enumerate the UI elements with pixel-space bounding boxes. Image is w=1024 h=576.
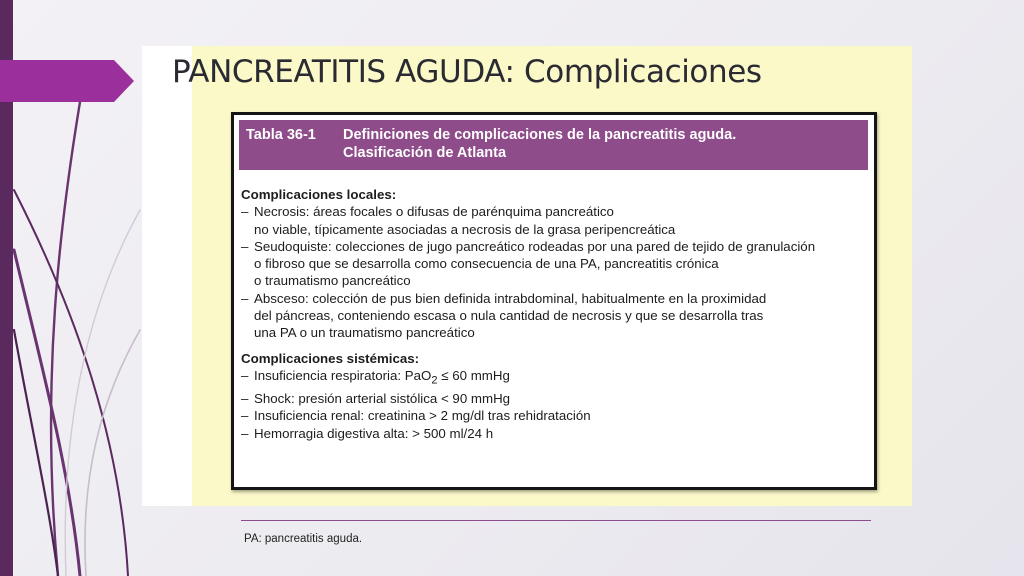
table-header — [239, 120, 868, 170]
list-item-renal — [241, 407, 871, 424]
pao2-subscript: 2 — [431, 374, 438, 387]
item-text-line — [254, 367, 510, 390]
item-text-line: del páncreas, conteniendo escasa o nula cantidad de necrosis y que se desarrolla tras — [254, 308, 764, 324]
list-item-necrosis — [241, 203, 871, 238]
image-left-margin — [142, 46, 192, 506]
table-caption — [343, 126, 863, 162]
item-text-line: Necrosis: áreas focales o difusas de parénquima pancreático — [254, 204, 614, 220]
local-complications-heading: Complicaciones locales: — [241, 187, 397, 202]
item-text-line: o traumatismo pancreático — [254, 273, 411, 289]
pao2-threshold: ≤ 60 mmHg — [437, 367, 510, 383]
item-text-line: no viable, típicamente asociadas a necrosis de la grasa peripencreática — [254, 221, 676, 237]
bullet-dash: – — [241, 390, 249, 406]
list-item-respiratory — [241, 367, 871, 390]
item-text-line: Shock: presión arterial sistólica < 90 mmHg — [254, 390, 511, 406]
systemic-complications-heading: Complicaciones sistémicas: — [241, 350, 420, 366]
list-item-shock — [241, 390, 871, 407]
table-caption-line: Definiciones de complicaciones de la pancreatitis aguda. — [343, 127, 737, 143]
table-caption-line: Clasificación de Atlanta — [343, 145, 507, 161]
list-item-absceso — [241, 290, 871, 342]
bullet-dash: – — [241, 408, 249, 424]
bullet-dash: – — [241, 425, 249, 441]
table-footnote: PA: pancreatitis aguda. — [244, 533, 363, 545]
item-text-line: o fibroso que se desarrolla como consecuencia de una PA, pancreatitis crónica — [254, 256, 719, 272]
bullet-dash: – — [241, 367, 249, 383]
item-text-line: Seudoquiste: colecciones de jugo pancreático rodeadas por una pared de tejido de granulación — [254, 238, 816, 254]
item-text-line: una PA o un traumatismo pancreático — [254, 325, 475, 341]
definitions-table — [231, 112, 877, 545]
pao2-label: Insuficiencia respiratoria: PaO — [254, 367, 432, 383]
bullet-dash: – — [241, 238, 249, 254]
list-item-hemorrhage — [241, 425, 871, 442]
item-text-line: Insuficiencia renal: creatinina > 2 mg/dl tras rehidratación — [254, 408, 591, 424]
bullet-dash: – — [241, 204, 249, 220]
list-item-seudoquiste — [241, 238, 871, 290]
slide-title: PANCREATITIS AGUDA: Complicaciones — [172, 54, 762, 90]
footnote-divider — [241, 520, 871, 521]
table-body — [241, 186, 871, 545]
item-text-line: Absceso: colección de pus bien definida intrabdominal, habitualmente en la proximidad — [254, 290, 767, 306]
item-text-line: Hemorragia digestiva alta: > 500 ml/24 h — [254, 425, 494, 441]
bullet-dash: – — [241, 290, 249, 306]
title-arrow-marker — [0, 60, 136, 102]
slide-image — [142, 46, 912, 545]
table-number: Tabla 36-1 — [246, 127, 316, 143]
